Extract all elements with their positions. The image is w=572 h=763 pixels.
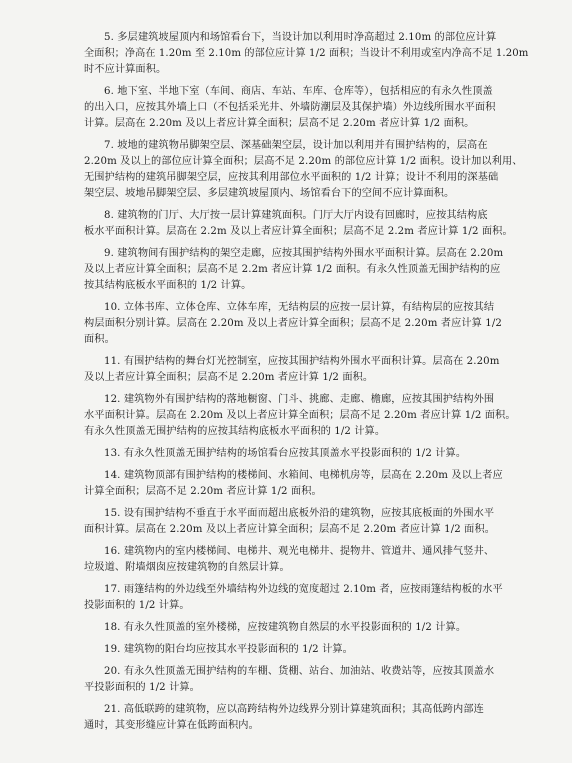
text-line: 计算。层高在 2.20m 及以上者应计算全面积；层高不足 2.20m 者应计算 1/2 面积。 <box>84 118 475 129</box>
text-line: 计算全面积；层高不足 2.20m 者应计算 1/2 面积。 <box>84 486 322 497</box>
text-line: 按其结构底板水平面积的 1/2 计算。 <box>84 280 252 291</box>
text-line: 平投影面积的 1/2 计算。 <box>84 682 200 693</box>
text-line: 10. 立体书库、立体仓库、立体车库，无结构层的应按一层计算，有结构层的应按其结 <box>104 302 495 313</box>
text-line: 12. 建筑物外有围护结构的落地橱窗、门斗、挑廊、走廊、檐廊，应按其围护结构外围 <box>104 394 495 405</box>
text-line: 时不应计算面积。 <box>84 64 167 75</box>
text-line: 7. 坡地的建筑物吊脚架空层、深基础架空层，设计加以利用并有围护结构的，层高在 <box>104 140 488 151</box>
text-line: 15. 设有围护结构不垂直于水平面而超出底板外沿的建筑物，应按其底板面的外围水平 <box>104 508 495 519</box>
paragraph-p20 <box>84 664 528 696</box>
text-line: 6. 地下室、半地下室（车间、商店、车站、车库、仓库等），包括相应的有永久性顶盖 <box>104 86 493 97</box>
paragraph-p10 <box>84 300 528 348</box>
text-line: 的出入口，应按其外墙上口（不包括采光井、外墙防潮层及其保护墙）外边线所围水平面积 <box>84 102 496 113</box>
paragraph-p6 <box>84 84 528 132</box>
text-line: 构层面积分别计算。层高在 2.20m 及以上者应计算全面积；层高不足 2.20m 者应计算 1/2 <box>84 318 502 329</box>
text-line: 通时，其变形缝应计算在低跨面积内。 <box>84 720 259 731</box>
text-line: 有永久性顶盖无围护结构的应按其结构底板水平面积的 1/2 计算。 <box>84 426 386 437</box>
text-line: 18. 有永久性顶盖的室外楼梯，应按建筑物自然层的水平投影面积的 1/2 计算。 <box>104 622 467 633</box>
text-line: 17. 雨篷结构的外边线至外墙结构外边线的宽度超过 2.10m 者，应按雨篷结构板的水平 <box>104 584 503 595</box>
document-body <box>84 30 528 734</box>
text-line: 全面积；净高在 1.20m 至 2.10m 的部位应计算 1/2 面积；当设计不利用或室内净高不足 1.20m <box>84 48 529 59</box>
text-line: 5. 多层建筑坡屋顶内和场馆看台下，当设计加以利用时净高超过 2.10m 的部位应计算 <box>104 32 497 43</box>
paragraph-p21 <box>84 702 528 734</box>
text-line: 投影面积的 1/2 计算。 <box>84 600 190 611</box>
paragraph-p16 <box>84 544 528 576</box>
text-line: 及以上者应计算全面积；层高不足 2.20m 者应计算 1/2 面积。 <box>84 372 374 383</box>
paragraph-p13 <box>84 446 528 462</box>
paragraph-p15 <box>84 506 528 538</box>
text-line: 9. 建筑物间有围护结构的架空走廊，应按其围护结构外围水平面积计算。层高在 2.20m <box>104 248 504 259</box>
text-line: 水平面积计算。层高在 2.20m 及以上者应计算全面积；层高不足 2.20m 者应计算 1/2 面积。 <box>84 410 516 421</box>
text-line: 11. 有围护结构的舞台灯光控制室，应按其围护结构外围水平面积计算。层高在 2.20m <box>104 356 500 367</box>
paragraph-p12 <box>84 392 528 440</box>
text-line: 13. 有永久性顶盖无围护结构的场馆看台应按其顶盖水平投影面积的 1/2 计算。 <box>104 448 467 459</box>
paragraph-p5 <box>84 30 528 78</box>
text-line: 16. 建筑物内的室内楼梯间、电梯井、观光电梯井、提物井、管道井、通风排气竖井、 <box>104 546 495 557</box>
text-line: 8. 建筑物的门厅、大厅按一层计算建筑面积。门厅大厅内设有回廊时，应按其结构底 <box>104 210 488 221</box>
paragraph-p7 <box>84 138 528 202</box>
paragraph-p11 <box>84 354 528 386</box>
text-line: 架空层、坡地吊脚架空层、多层建筑坡屋顶内、场馆看台下的空间不应计算面积。 <box>84 188 455 199</box>
text-line: 14. 建筑物顶部有围护结构的楼梯间、水箱间、电梯机房等，层高在 2.20m 及以上者应 <box>104 470 503 481</box>
paragraph-p17 <box>84 582 528 614</box>
text-line: 垃圾道、附墙烟囱应按建筑物的自然层计算。 <box>84 562 290 573</box>
text-line: 及以上者应计算全面积；层高不足 2.2m 者应计算 1/2 面积。有永久性顶盖无围护结构的应 <box>84 264 501 275</box>
paragraph-p18 <box>84 620 528 636</box>
paragraph-p14 <box>84 468 528 500</box>
text-line: 20. 有永久性顶盖无围护结构的车棚、货棚、站台、加油站、收费站等，应按其顶盖水 <box>104 666 495 677</box>
text-line: 21. 高低联跨的建筑物，应以高跨结构外边线界分别计算建筑面积；其高低跨内部连 <box>104 704 484 715</box>
text-line: 面积。 <box>84 334 115 345</box>
text-line: 板水平面积计算。层高在 2.2m 及以上者应计算全面积；层高不足 2.2m 者应计算 1/2 面积。 <box>84 226 513 237</box>
text-line: 无围护结构的建筑吊脚架空层，应按其利用部位水平面积的 1/2 计算；设计不利用的深基础 <box>84 172 499 183</box>
text-line: 面积计算。层高在 2.20m 及以上者应计算全面积；层高不足 2.20m 者应计算 1/2 面积。 <box>84 524 496 535</box>
paragraph-p9 <box>84 246 528 294</box>
text-line: 19. 建筑物的阳台均应按其水平投影面积的 1/2 计算。 <box>104 644 353 655</box>
text-line: 2.20m 及以上的部位应计算全面积；层高不足 2.20m 的部位应计算 1/2 面积。设计加以利用、 <box>84 156 523 167</box>
paragraph-p19 <box>84 642 528 658</box>
paragraph-p8 <box>84 208 528 240</box>
